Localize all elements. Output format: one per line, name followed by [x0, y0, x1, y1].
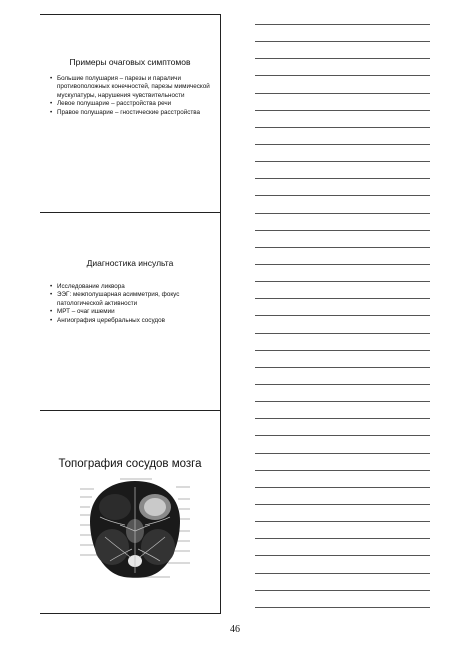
slide-focal-symptoms: [40, 14, 221, 212]
note-line: [255, 384, 430, 385]
list-item: • МРТ – очаг ишемии: [50, 308, 214, 316]
note-line: [255, 93, 430, 94]
page-number: 46: [230, 624, 240, 635]
note-line: [255, 487, 430, 488]
notes-lines: [255, 24, 430, 624]
note-line: [255, 555, 430, 556]
note-line: [255, 401, 430, 402]
note-line: [255, 127, 430, 128]
list-item: • Исследование ликвора: [50, 283, 214, 291]
bullet-list: [50, 283, 214, 325]
list-item: • Ангиография церебральных сосудов: [50, 317, 214, 325]
note-line: [255, 315, 430, 316]
note-line: [255, 573, 430, 574]
list-item: • Правое полушарие – гностические расстройства: [50, 109, 214, 117]
slide-title: Диагностика инсульта: [86, 258, 174, 268]
note-line: [255, 75, 430, 76]
slide-title: Примеры очаговых симптомов: [69, 57, 191, 67]
note-line: [255, 230, 430, 231]
slide-brain-vessels: [40, 410, 221, 614]
list-item: • ЭЭГ: межполушарная асимметрия, фокус патологической активности: [50, 291, 214, 308]
slide-stroke-diagnostics: [40, 212, 221, 410]
list-item: • Большие полушария – парезы и параличи противоположных конечностей, парезы мимической мускулатуры, нарушения чувствительности: [50, 75, 214, 100]
note-line: [255, 58, 430, 59]
note-line: [255, 470, 430, 471]
note-line: [255, 521, 430, 522]
note-line: [255, 538, 430, 539]
note-line: [255, 350, 430, 351]
note-line: [255, 367, 430, 368]
note-line: [255, 281, 430, 282]
list-item: • Левое полушарие – расстройства речи: [50, 100, 214, 108]
note-line: [255, 264, 430, 265]
note-line: [255, 213, 430, 214]
note-line: [255, 453, 430, 454]
note-line: [255, 247, 430, 248]
note-line: [255, 418, 430, 419]
note-line: [255, 110, 430, 111]
note-line: [255, 607, 430, 608]
brain-base-vessels-illustration: [80, 477, 190, 585]
note-line: [255, 178, 430, 179]
note-line: [255, 435, 430, 436]
note-line: [255, 333, 430, 334]
note-line: [255, 144, 430, 145]
note-line: [255, 590, 430, 591]
note-line: [255, 504, 430, 505]
note-line: [255, 195, 430, 196]
slide-title: Топография сосудов мозга: [58, 458, 202, 470]
note-line: [255, 41, 430, 42]
note-line: [255, 24, 430, 25]
note-line: [255, 298, 430, 299]
note-line: [255, 161, 430, 162]
bullet-list: [50, 75, 214, 117]
